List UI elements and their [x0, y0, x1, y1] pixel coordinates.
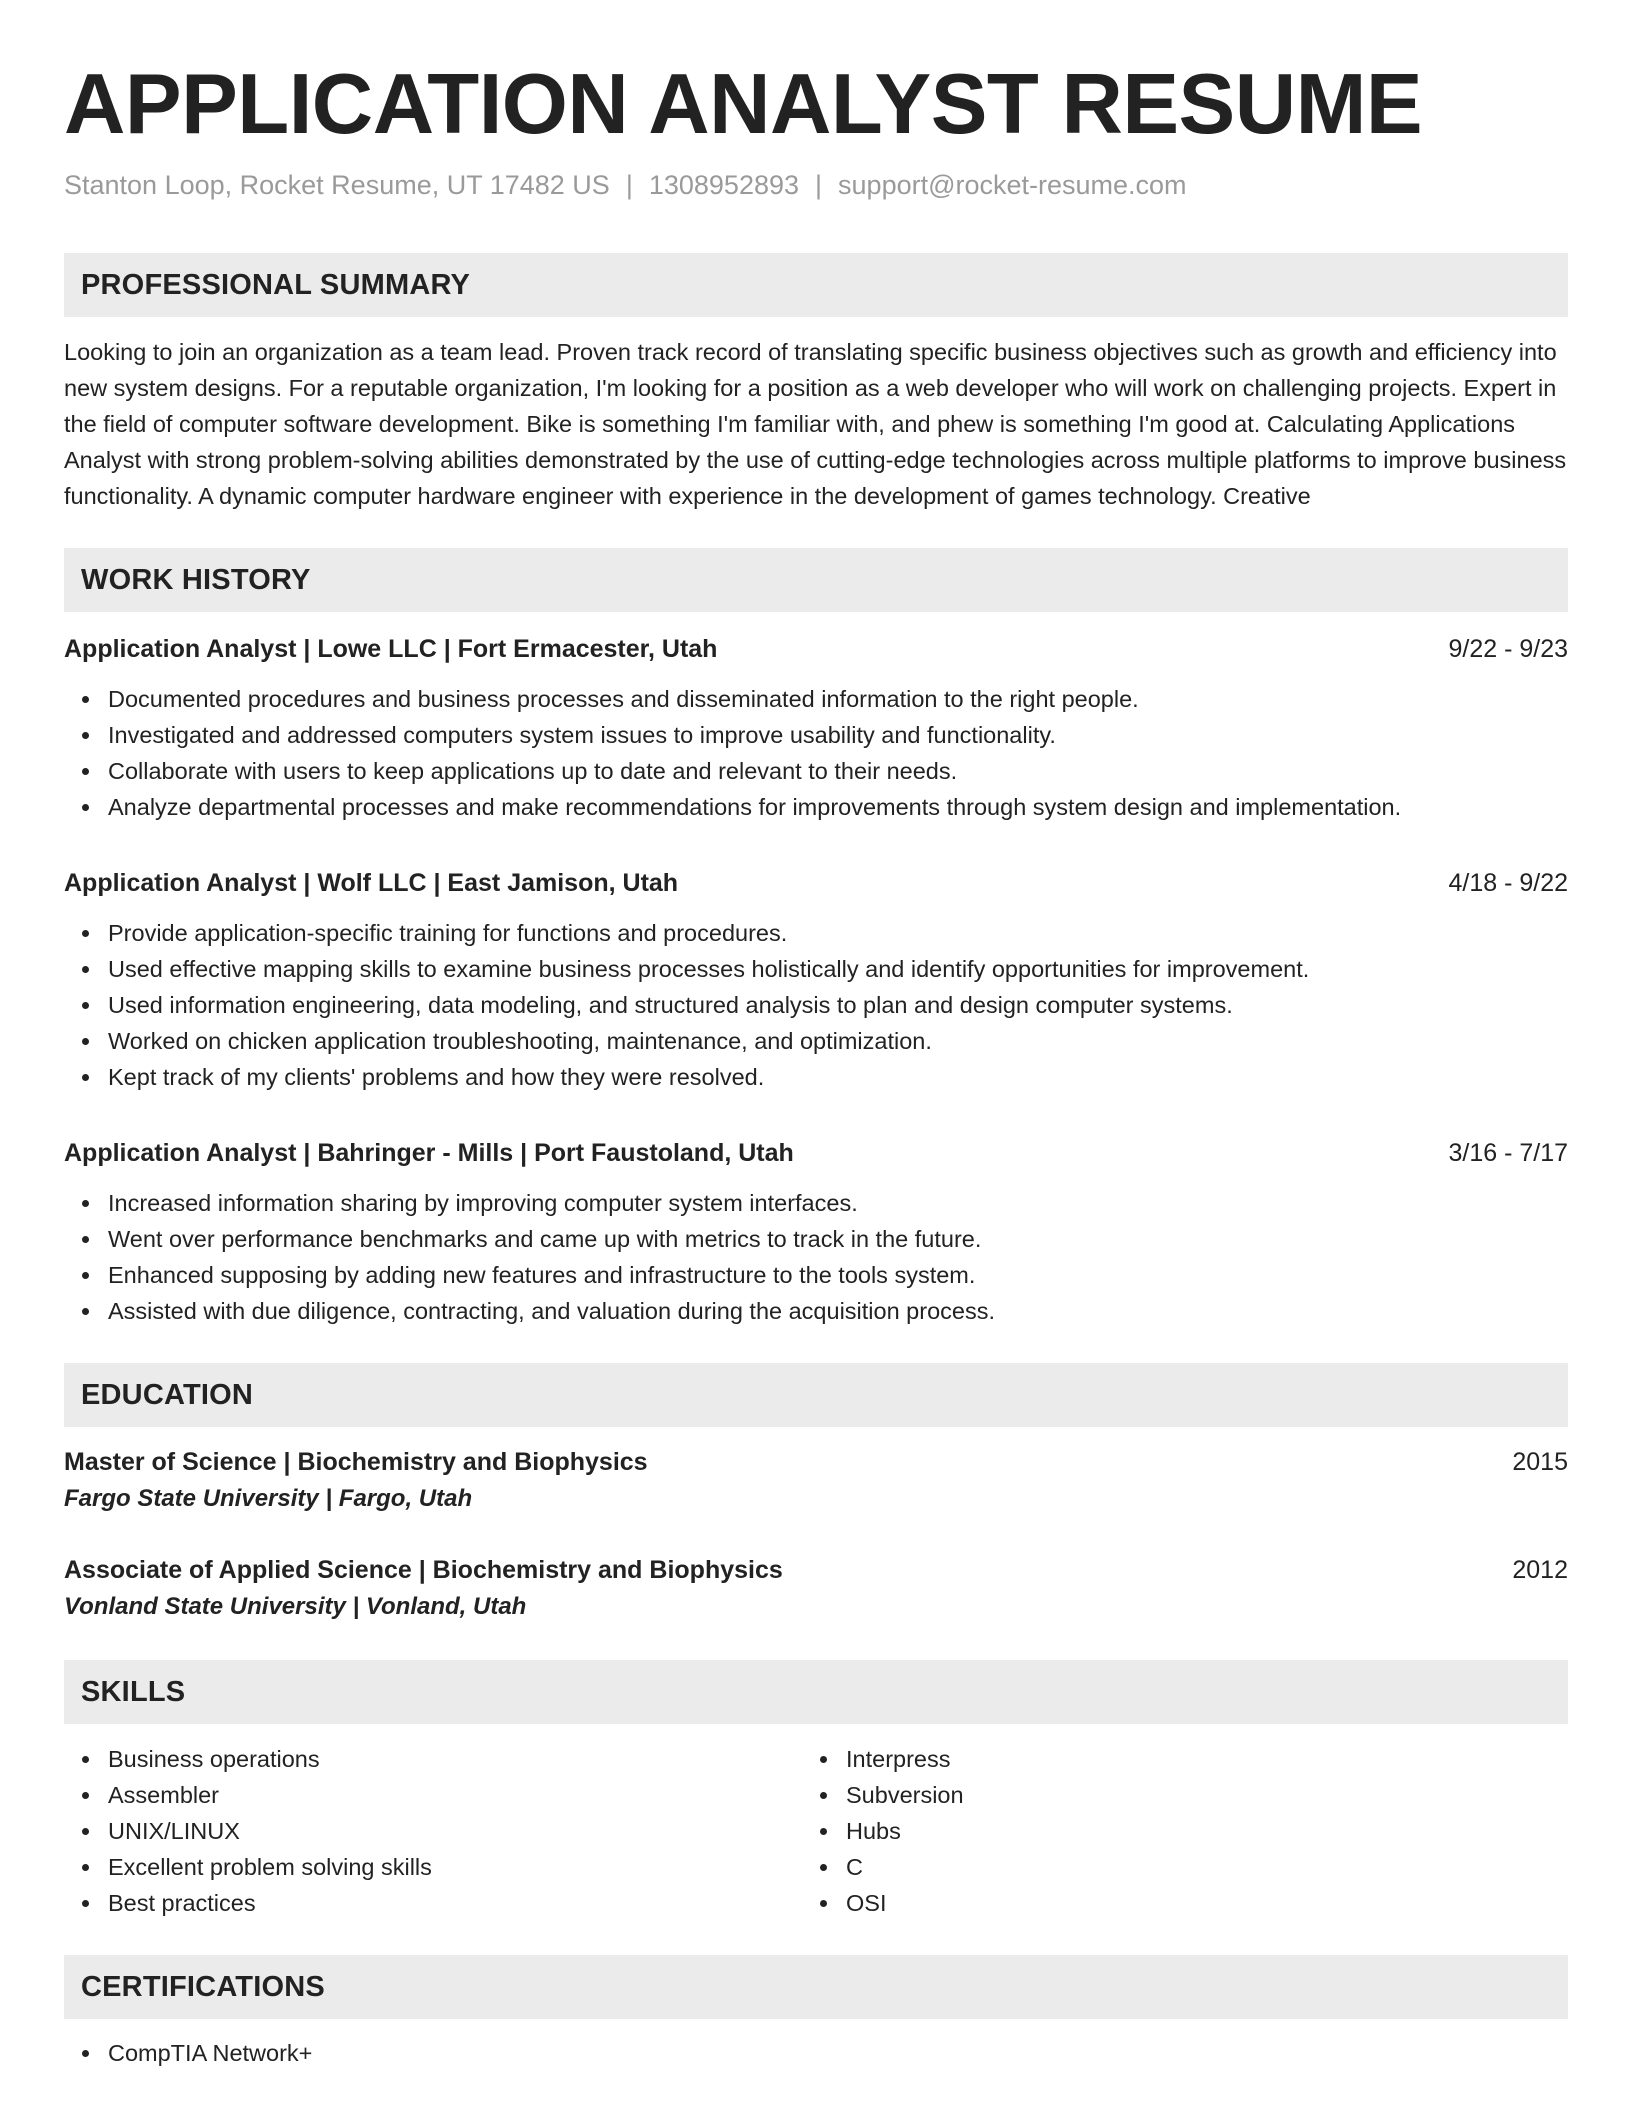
education-degree: Master of Science | Biochemistry and Biophysics: [64, 1448, 648, 1476]
job-bullet: Used effective mapping skills to examine business processes holistically and identify opportunities for improvement.: [108, 951, 1568, 987]
education-school: Vonland State University | Vonland, Utah: [64, 1593, 527, 1620]
job-bullet: Worked on chicken application troubleshooting, maintenance, and optimization.: [108, 1023, 1568, 1059]
resume-title: APPLICATION ANALYST RESUME: [64, 57, 1423, 152]
summary-text: Looking to join an organization as a team lead. Proven track record of translating specific business objectives such as growth and efficiency into new system designs. For a reputable organization, I'm looking for a position as a web developer who will work on challenging projects. Expert in the field of computer software development. Bike is something I'm familiar with, and phew is something I'm good at. Calculating Applications Analyst with strong problem-solving abilities demonstrated by the use of cutting-edge technologies across multiple platforms to improve business functionality. A dynamic computer hardware engineer with experience in the development of games technology. Creative: [64, 339, 1567, 509]
section-header-education: EDUCATION: [64, 1363, 1568, 1427]
skills-grid: [64, 1741, 1568, 1921]
job-bullet: Kept track of my clients' problems and how they were resolved.: [108, 1059, 1568, 1095]
job-bullets: [64, 915, 1568, 1095]
skills-column-right: [802, 1741, 1540, 1921]
education-year: 2012: [1512, 1556, 1568, 1584]
certifications-list: [64, 2035, 1568, 2071]
job-bullet: Assisted with due diligence, contracting, and valuation during the acquisition process.: [108, 1293, 1568, 1329]
job-bullets: [64, 681, 1568, 825]
job-header: [64, 1135, 1568, 1171]
job-title: Application Analyst | Lowe LLC | Fort Ermacester, Utah: [64, 635, 718, 663]
job-bullet: Documented procedures and business processes and disseminated information to the right people.: [108, 681, 1568, 717]
contact-separator: |: [625, 170, 633, 200]
job-bullets: [64, 1185, 1568, 1329]
education-entry: [64, 1444, 1568, 1518]
skill-item: Subversion: [846, 1777, 1540, 1813]
education-header: [64, 1444, 1568, 1480]
skills-column-left: [64, 1741, 802, 1921]
job-bullet: Enhanced supposing by adding new features and infrastructure to the tools system.: [108, 1257, 1568, 1293]
job-bullet: Analyze departmental processes and make recommendations for improvements through system design and implementation.: [108, 789, 1568, 825]
skill-item: Hubs: [846, 1813, 1540, 1849]
skills-list: [64, 1741, 802, 1921]
skill-item: Assembler: [108, 1777, 802, 1813]
education-year: 2015: [1512, 1448, 1568, 1476]
job-header: [64, 865, 1568, 901]
job-bullet: Went over performance benchmarks and came up with metrics to track in the future.: [108, 1221, 1568, 1257]
job-bullet: Investigated and addressed computers system issues to improve usability and functionality.: [108, 717, 1568, 753]
contact-separator: |: [815, 170, 823, 200]
job-dates: 4/18 - 9/22: [1448, 869, 1568, 897]
skill-item: C: [846, 1849, 1540, 1885]
contact-phone: 1308952893: [648, 170, 800, 200]
skill-item: Best practices: [108, 1885, 802, 1921]
job-title: Application Analyst | Wolf LLC | East Jamison, Utah: [64, 869, 679, 897]
certification-item: CompTIA Network+: [108, 2035, 1568, 2071]
job-bullet: Increased information sharing by improving computer system interfaces.: [108, 1185, 1568, 1221]
skill-item: Excellent problem solving skills: [108, 1849, 802, 1885]
job-entry: [64, 631, 1568, 825]
education-entry: [64, 1552, 1568, 1626]
contact-line: [64, 167, 1568, 203]
job-bullet: Used information engineering, data modeling, and structured analysis to plan and design computer systems.: [108, 987, 1568, 1023]
section-header-certifications: CERTIFICATIONS: [64, 1955, 1568, 2019]
skills-list: [802, 1741, 1540, 1921]
section-header-summary: PROFESSIONAL SUMMARY: [64, 253, 1568, 317]
job-dates: 3/16 - 7/17: [1448, 1139, 1568, 1167]
skill-item: Business operations: [108, 1741, 802, 1777]
education-school: Fargo State University | Fargo, Utah: [64, 1485, 473, 1512]
job-bullet: Provide application-specific training for functions and procedures.: [108, 915, 1568, 951]
education-degree: Associate of Applied Science | Biochemistry and Biophysics: [64, 1556, 783, 1584]
job-bullet: Collaborate with users to keep applications up to date and relevant to their needs.: [108, 753, 1568, 789]
contact-email: support@rocket-resume.com: [838, 170, 1187, 200]
job-entry: [64, 1135, 1568, 1329]
contact-address: Stanton Loop, Rocket Resume, UT 17482 US: [64, 170, 610, 200]
skill-item: OSI: [846, 1885, 1540, 1921]
job-title: Application Analyst | Bahringer - Mills | Port Faustoland, Utah: [64, 1139, 794, 1167]
skill-item: UNIX/LINUX: [108, 1813, 802, 1849]
job-header: [64, 631, 1568, 667]
skill-item: Interpress: [846, 1741, 1540, 1777]
job-entry: [64, 865, 1568, 1095]
section-header-work-history: WORK HISTORY: [64, 548, 1568, 612]
education-header: [64, 1552, 1568, 1588]
section-header-skills: SKILLS: [64, 1660, 1568, 1724]
job-dates: 9/22 - 9/23: [1448, 635, 1568, 663]
